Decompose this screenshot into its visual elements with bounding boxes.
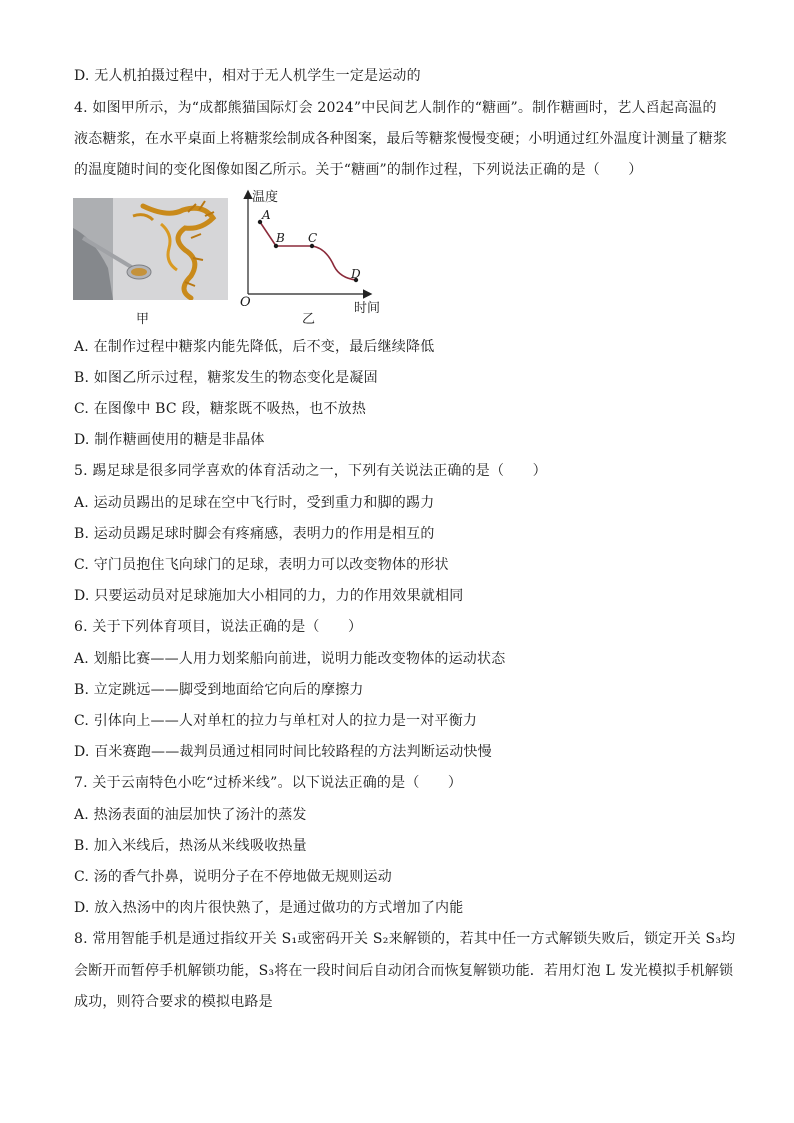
q7-option-c: C. 汤的香气扑鼻，说明分子在不停地做无规则运动 (74, 869, 392, 885)
sugar-painting-photo (73, 198, 228, 300)
point-c-label: C (308, 231, 318, 245)
question-8-line-2: 会断开而暂停手机解锁功能，S₃将在一段时间后自动闭合而恢复解锁功能．若用灯泡 L 发光模拟手机解锁 (74, 963, 734, 979)
q6-option-d: D. 百米赛跑——裁判员通过相同时间比较路程的方法判断运动快慢 (74, 744, 492, 760)
question-4-line-3: 的温度随时间的变化图像如图乙所示。关于“糖画”的制作过程，下列说法正确的是（ ） (74, 162, 643, 178)
caption-yi: 乙 (302, 312, 316, 327)
y-axis-label: 温度 (252, 190, 279, 205)
caption-jia: 甲 (136, 312, 150, 327)
temperature-time-graph (236, 186, 396, 316)
point-a-label: A (262, 208, 271, 222)
q5-option-b: B. 运动员踢足球时脚会有疼痛感，表明力的作用是相互的 (74, 526, 435, 542)
x-axis-label: 时间 (354, 301, 381, 316)
question-8-line-3: 成功，则符合要求的模拟电路是 (74, 994, 273, 1010)
question-6: 6. 关于下列体育项目，说法正确的是（ ） (74, 619, 363, 635)
origin-label: O (240, 295, 251, 310)
q4-option-a: A. 在制作过程中糖浆内能先降低，后不变，最后继续降低 (74, 339, 435, 355)
q5-option-a: A. 运动员踢出的足球在空中飞行时，受到重力和脚的踢力 (74, 495, 435, 511)
q7-option-b: B. 加入米线后，热汤从米线吸收热量 (74, 838, 307, 854)
q4-option-d: D. 制作糖画使用的糖是非晶体 (74, 432, 265, 448)
point-b-label: B (276, 231, 285, 245)
option-d-q3: D. 无人机拍摄过程中，相对于无人机学生一定是运动的 (74, 68, 421, 84)
q5-option-d: D. 只要运动员对足球施加大小相同的力，力的作用效果就相同 (74, 588, 464, 604)
q6-option-b: B. 立定跳远——脚受到地面给它向后的摩擦力 (74, 682, 364, 698)
question-4-line-1: 4. 如图甲所示，为“成都熊猫国际灯会 2024”中民间艺人制作的“糖画”。制作糖画时，艺人舀起高温的 (74, 100, 717, 116)
question-5: 5. 踢足球是很多同学喜欢的体育活动之一，下列有关说法正确的是（ ） (74, 463, 547, 479)
q6-option-a: A. 划船比赛——人用力划桨船向前进，说明力能改变物体的运动状态 (74, 651, 506, 667)
question-8-line-1: 8. 常用智能手机是通过指纹开关 S₁或密码开关 S₂来解锁的，若其中任一方式解锁失败后，锁定开关 S₃均 (74, 931, 736, 947)
q7-option-a: A. 热汤表面的油层加快了汤汁的蒸发 (74, 807, 307, 823)
question-7: 7. 关于云南特色小吃“过桥米线”。以下说法正确的是（ ） (74, 775, 463, 791)
q4-option-c: C. 在图像中 BC 段，糖浆既不吸热，也不放热 (74, 401, 367, 417)
q4-option-b: B. 如图乙所示过程，糖浆发生的物态变化是凝固 (74, 370, 378, 386)
question-4-line-2: 液态糖浆，在水平桌面上将糖浆绘制成各种图案，最后等糖浆慢慢变硬；小明通过红外温度计测量了糖浆 (74, 131, 728, 147)
q5-option-c: C. 守门员抱住飞向球门的足球，表明力可以改变物体的形状 (74, 557, 449, 573)
q7-option-d: D. 放入热汤中的肉片很快熟了，是通过做功的方式增加了内能 (74, 900, 464, 916)
point-d-label: D (351, 267, 361, 281)
q6-option-c: C. 引体向上——人对单杠的拉力与单杠对人的拉力是一对平衡力 (74, 713, 478, 729)
